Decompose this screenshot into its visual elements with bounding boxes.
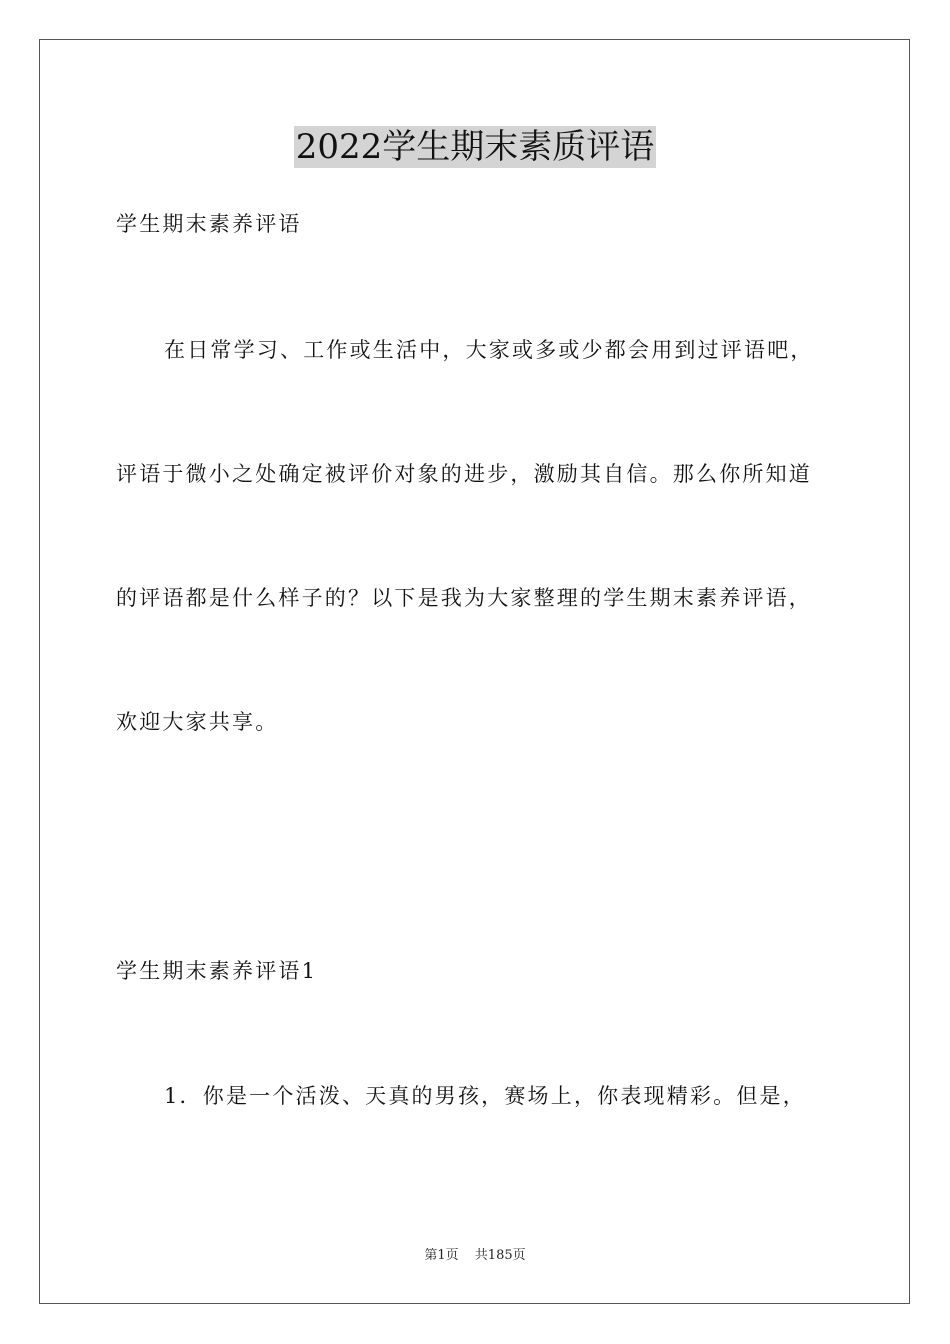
intro-line: 评语于微小之处确定被评价对象的进步，激励其自信。那么你所知道 <box>116 462 812 486</box>
document-subtitle: 学生期末素养评语 <box>116 212 302 236</box>
page-footer <box>0 1247 950 1265</box>
list-item: 1．你是一个活泼、天真的男孩，赛场上，你表现精彩。但是， <box>164 1084 806 1108</box>
intro-line: 在日常学习、工作或生活中，大家或多或少都会用到过评语吧， <box>164 338 814 362</box>
page-number: 第1页 <box>424 1248 459 1263</box>
section-heading: 学生期末素养评语1 <box>116 959 318 983</box>
document-title: 2022学生期末素质评语 <box>295 127 655 167</box>
intro-line: 的评语都是什么样子的？以下是我为大家整理的学生期末素养评语， <box>116 586 812 610</box>
intro-line: 欢迎大家共享。 <box>116 710 279 734</box>
title-container <box>0 126 950 168</box>
page-total: 共185页 <box>474 1248 526 1263</box>
